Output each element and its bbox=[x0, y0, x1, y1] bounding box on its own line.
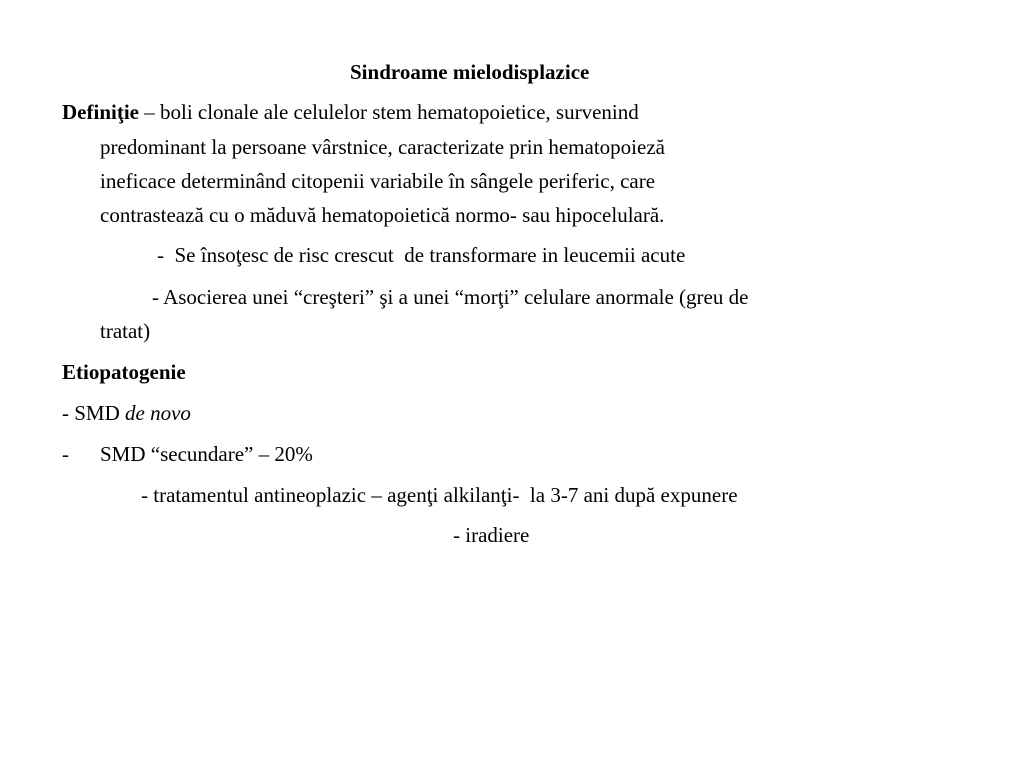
etiopatogenie-heading: Etiopatogenie bbox=[62, 360, 186, 384]
smd-de-novo-prefix: - SMD bbox=[62, 401, 126, 425]
definition-line-2: predominant la persoane vârstnice, caracterizate prin hematopoieză bbox=[100, 135, 665, 159]
definition-line-4: contrastează cu o măduvă hematopoietică normo- sau hipocelulară. bbox=[100, 203, 665, 227]
smd-secundare-dash: - bbox=[62, 442, 69, 466]
bullet-risk-leukemia: - Se însoţesc de risc crescut de transformare in leucemii acute bbox=[157, 243, 686, 267]
smd-de-novo-italic: de novo bbox=[125, 401, 191, 425]
bullet-association-line-1: - Asocierea unei “creşteri” şi a unei “morţi” celulare anormale (greu de bbox=[152, 285, 749, 309]
definition-text-1: – boli clonale ale celulelor stem hematopoietice, survenind bbox=[138, 100, 639, 124]
smd-de-novo-item bbox=[62, 403, 191, 424]
definition-line-1 bbox=[62, 102, 639, 123]
sub-antineoplastic: - tratamentul antineoplazic – agenţi alkilanţi- la 3-7 ani după expunere bbox=[141, 483, 738, 507]
definition-term: Definiţie bbox=[62, 100, 139, 124]
slide-title: Sindroame mielodisplazice bbox=[350, 60, 590, 84]
sub-iradiere: - iradiere bbox=[453, 523, 530, 547]
bullet-association-line-2: tratat) bbox=[100, 319, 151, 343]
smd-secundare-item: SMD “secundare” – 20% bbox=[100, 442, 313, 466]
definition-line-3: ineficace determinând citopenii variabile în sângele periferic, care bbox=[100, 169, 656, 193]
